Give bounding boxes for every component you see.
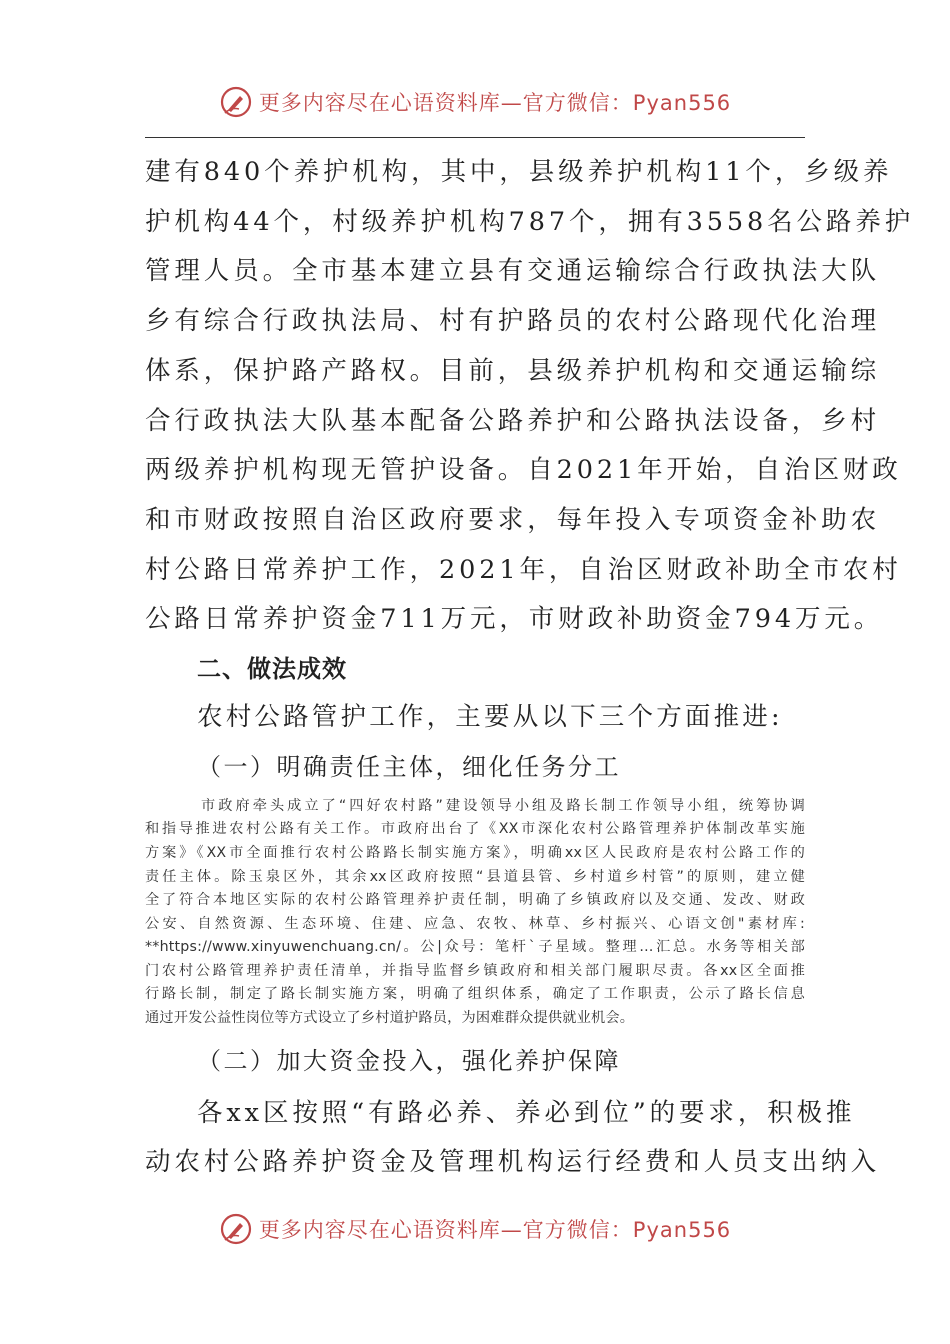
intro-line: 农村公路管护工作，主要从以下三个方面推进: (197, 702, 783, 733)
small-line: 通过开发公益性岗位等方式设立了乡村道护路员，为困难群众提供就业机会。 (145, 1010, 635, 1027)
footer-banner-text: 更多内容尽在心语资料库—官方微信：Pyan556 (258, 1218, 732, 1242)
small-line: 行路长制，制定了路长制实施方案，明确了组织体系，确定了工作职责，公示了路长信息 (145, 986, 805, 1003)
paragraph-1 (145, 148, 915, 645)
small-line: 和指导推进农村公路有关工作。市政府出台了《XX市深化农村公路管理养护体制改革实施 (145, 821, 805, 838)
subsection-heading-1: （一）明确责任主体，细化任务分工 (197, 752, 621, 781)
text-line: 动农村公路养护资金及管理机构运行经费和人员支出纳入 (145, 1147, 881, 1178)
small-line: 责任主体。除玉泉区外，其余xx区政府按照“县道县管、乡村道乡村管”的原则，建立健 (145, 868, 805, 885)
text-line: 和市财政按照自治区政府要求，每年投入专项资金补助农 (145, 504, 881, 535)
small-line: 门农村公路管理养护责任清单，并指导监督乡镇政府和相关部门履职尽责。各xx区全面推 (145, 962, 805, 979)
header-banner (0, 80, 950, 124)
paragraph-3 (145, 1089, 881, 1188)
text-line: 建有840个养护机构，其中，县级养护机构11个，乡级养 (145, 157, 893, 187)
text-line: 两级养护机构现无管护设备。自2021年开始，自治区财政 (145, 455, 902, 486)
small-line: 方案》《XX市全面推行农村公路路长制实施方案》，明确xx区人民政府是农村公路工作的 (145, 844, 805, 861)
header-banner-text: 更多内容尽在心语资料库—官方微信：Pyan556 (258, 91, 732, 115)
small-line: 全了符合本地区实际的农村公路管理养护责任制，明确了乡镇政府以及交通、发改、财政 (145, 892, 805, 909)
text-line: 合行政执法大队基本配备公路养护和公路执法设备，乡村 (145, 405, 881, 436)
text-line: 村公路日常养护工作，2021年，自治区财政补助全市农村 (145, 554, 902, 585)
section-heading: 二、做法成效 (197, 655, 347, 684)
small-print-paragraph (145, 795, 805, 1031)
text-line: 护机构44个，村级养护机构787个，拥有3558名公路养护 (145, 206, 915, 237)
text-line: 公路日常养护资金711万元，市财政补助资金794万元。 (145, 604, 884, 635)
subsection-heading-2: （二）加大资金投入，强化养护保障 (197, 1046, 621, 1075)
pen-circle-icon (219, 85, 253, 119)
header-divider (145, 137, 805, 138)
pen-circle-icon (219, 1212, 253, 1246)
document-body (145, 148, 915, 1188)
text-line: 各xx区按照“有路必养、养必到位”的要求，积极推 (197, 1097, 856, 1128)
small-line: 市政府牵头成立了“四好农村路”建设领导小组及路长制工作领导小组，统筹协调 (201, 797, 805, 814)
small-line: **https://www.xinyuwenchuang.cn/。公|众号：笔杆`子星域。整理…汇总。水务等相关部 (145, 939, 805, 956)
text-line: 管理人员。全市基本建立县有交通运输综合行政执法大队 (145, 256, 881, 287)
text-line: 乡有综合行政执法局、村有护路员的农村公路现代化治理 (145, 306, 881, 337)
text-line: 体系，保护路产路权。目前，县级养护机构和交通运输综 (145, 355, 881, 386)
footer-banner (0, 1207, 950, 1251)
small-line: 公安、自然资源、生态环境、住建、应急、农牧、林草、乡村振兴、心语文创"素材库: (145, 915, 805, 932)
